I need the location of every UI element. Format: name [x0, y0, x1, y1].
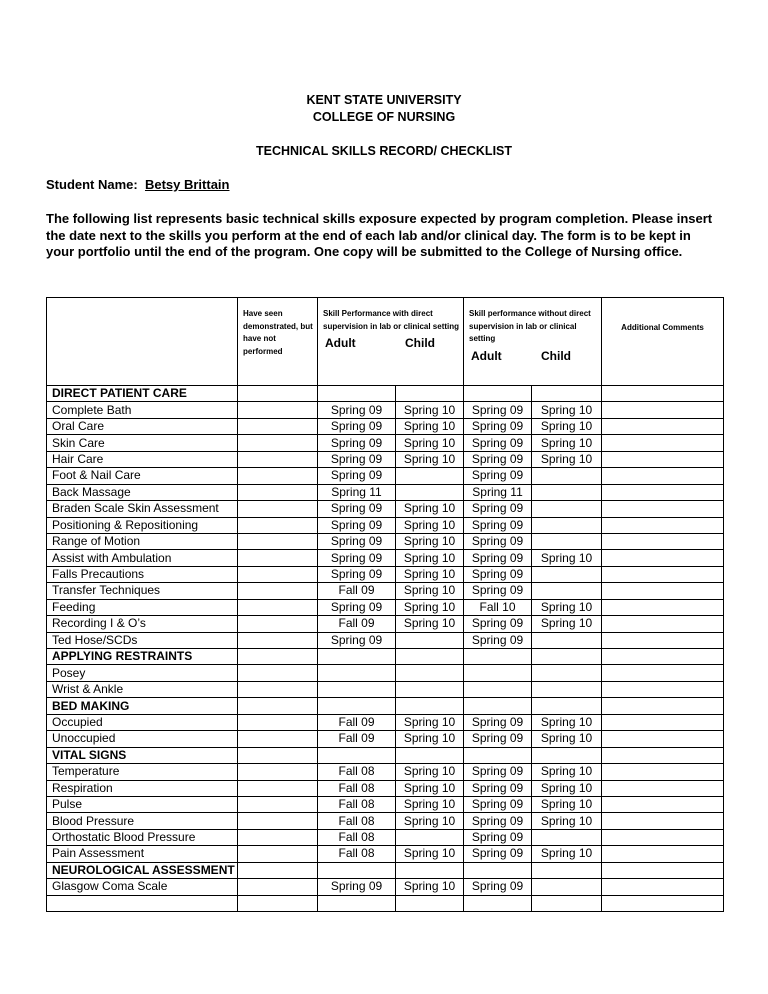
seen-cell [238, 747, 318, 763]
table-row [47, 681, 724, 697]
indirect-child-cell [532, 501, 602, 517]
seen-header: Have seen demonstrated, but have not performed [243, 309, 313, 356]
skill-cell: Pain Assessment [47, 846, 238, 862]
comments-cell [602, 550, 724, 566]
seen-cell [238, 813, 318, 829]
comments-cell [602, 418, 724, 434]
indirect-child-cell [532, 649, 602, 665]
skills-checklist-table [46, 297, 724, 912]
table-row [47, 731, 724, 747]
seen-cell [238, 583, 318, 599]
comments-cell [602, 435, 724, 451]
direct-adult-cell: Fall 08 [318, 813, 396, 829]
indirect-adult-cell: Spring 09 [464, 879, 532, 895]
seen-cell [238, 796, 318, 812]
direct-child-cell [396, 698, 464, 714]
skill-header-cell [47, 298, 238, 386]
comments-cell [602, 566, 724, 582]
comments-cell [602, 813, 724, 829]
direct-child-cell [396, 681, 464, 697]
direct-adult-cell: Spring 09 [318, 517, 396, 533]
indirect-adult-cell: Spring 09 [464, 731, 532, 747]
direct-adult-cell [318, 747, 396, 763]
seen-cell [238, 879, 318, 895]
indirect-child-cell [532, 566, 602, 582]
direct-child-cell: Spring 10 [396, 731, 464, 747]
seen-cell [238, 829, 318, 845]
comments-cell [602, 780, 724, 796]
seen-cell [238, 550, 318, 566]
direct-child-cell [396, 649, 464, 665]
indirect-adult-cell: Spring 09 [464, 583, 532, 599]
seen-cell [238, 698, 318, 714]
direct-adult-cell: Fall 08 [318, 796, 396, 812]
indirect-child-cell [532, 747, 602, 763]
comments-cell [602, 616, 724, 632]
comments-cell [602, 862, 724, 878]
indirect-child-cell: Spring 10 [532, 764, 602, 780]
indirect-child-cell [532, 533, 602, 549]
indirect-adult-cell: Spring 09 [464, 550, 532, 566]
direct-adult-cell: Fall 09 [318, 731, 396, 747]
direct-adult-cell [318, 649, 396, 665]
direct-child-cell [396, 665, 464, 681]
indirect-adult-cell [464, 862, 532, 878]
student-name-label: Student Name: [46, 177, 138, 192]
table-row [47, 517, 724, 533]
indirect-child-cell: Spring 10 [532, 599, 602, 615]
seen-cell [238, 451, 318, 467]
seen-cell [238, 386, 318, 402]
indirect-adult-cell: Spring 09 [464, 780, 532, 796]
section-row [47, 698, 724, 714]
skill-cell: Unoccupied [47, 731, 238, 747]
table-header-row [47, 298, 724, 386]
comments-cell [602, 731, 724, 747]
indirect-child-cell: Spring 10 [532, 435, 602, 451]
indirect-child-cell [532, 829, 602, 845]
student-name-line [46, 177, 230, 192]
comments-cell [602, 468, 724, 484]
direct-child-cell: Spring 10 [396, 846, 464, 862]
direct-adult-cell: Spring 11 [318, 484, 396, 500]
skill-cell: Temperature [47, 764, 238, 780]
table-row [47, 533, 724, 549]
direct-child-cell: Spring 10 [396, 780, 464, 796]
direct-adult-cell: Fall 08 [318, 780, 396, 796]
seen-cell [238, 632, 318, 648]
comments-header-cell [602, 298, 724, 386]
section-heading-cell: VITAL SIGNS [47, 747, 238, 763]
section-row [47, 747, 724, 763]
indirect-child-cell: Spring 10 [532, 846, 602, 862]
section-row [47, 862, 724, 878]
direct-adult-cell: Spring 09 [318, 451, 396, 467]
comments-cell [602, 632, 724, 648]
seen-cell [238, 533, 318, 549]
seen-cell [238, 517, 318, 533]
indirect-child-cell: Spring 10 [532, 780, 602, 796]
table-row [47, 435, 724, 451]
indirect-adult-cell [464, 747, 532, 763]
indirect-adult-cell: Spring 09 [464, 517, 532, 533]
direct-adult-cell: Spring 09 [318, 550, 396, 566]
indirect-adult-cell [464, 665, 532, 681]
indirect-child-cell: Spring 10 [532, 813, 602, 829]
direct-adult-cell: Fall 09 [318, 583, 396, 599]
comments-cell [602, 747, 724, 763]
skill-cell: Posey [47, 665, 238, 681]
skill-cell: Hair Care [47, 451, 238, 467]
indirect-adult-cell: Spring 09 [464, 533, 532, 549]
table-row [47, 418, 724, 434]
indirect-adult-cell: Spring 09 [464, 402, 532, 418]
table-row [47, 780, 724, 796]
direct-adult-cell: Spring 09 [318, 566, 396, 582]
direct-child-cell: Spring 10 [396, 517, 464, 533]
comments-cell [602, 829, 724, 845]
table-row [47, 583, 724, 599]
comments-header: Additional Comments [621, 323, 704, 332]
comments-cell [602, 649, 724, 665]
indirect-child-cell: Spring 10 [532, 616, 602, 632]
seen-cell [238, 714, 318, 730]
seen-cell [238, 780, 318, 796]
direct-adult-cell: Fall 09 [318, 616, 396, 632]
table-row [47, 813, 724, 829]
skill-cell: Feeding [47, 599, 238, 615]
direct-adult-cell: Spring 09 [318, 632, 396, 648]
indirect-adult-cell: Spring 09 [464, 714, 532, 730]
comments-cell [602, 681, 724, 697]
table-row [47, 829, 724, 845]
indirect-header-cell [464, 298, 602, 386]
table-row [47, 632, 724, 648]
seen-cell [238, 846, 318, 862]
indirect-adult-header: Adult [471, 348, 502, 363]
skill-cell: Occupied [47, 714, 238, 730]
indirect-child-cell [532, 517, 602, 533]
indirect-child-cell: Spring 10 [532, 451, 602, 467]
seen-cell [238, 665, 318, 681]
direct-child-cell: Spring 10 [396, 533, 464, 549]
indirect-child-cell [532, 698, 602, 714]
table-row [47, 599, 724, 615]
indirect-child-cell [532, 862, 602, 878]
seen-cell [238, 895, 318, 911]
skill-cell: Pulse [47, 796, 238, 812]
direct-adult-cell [318, 386, 396, 402]
direct-adult-cell: Spring 09 [318, 468, 396, 484]
table-row [47, 566, 724, 582]
skill-cell: Assist with Ambulation [47, 550, 238, 566]
indirect-child-cell [532, 484, 602, 500]
seen-cell [238, 418, 318, 434]
direct-adult-cell: Fall 08 [318, 829, 396, 845]
seen-cell [238, 468, 318, 484]
indirect-adult-cell: Spring 09 [464, 435, 532, 451]
table-row [47, 451, 724, 467]
direct-adult-header: Adult [325, 336, 356, 350]
instructions-paragraph: The following list represents basic technical skills exposure expected by program completion. Please insert the date next to the skills you perform at the end of each lab and/or clinical day. The form is to be kept in your portfolio until the end of the program. One copy will be submitted to the College of Nursing office. [46, 211, 713, 259]
direct-child-cell: Spring 10 [396, 451, 464, 467]
skill-cell: Blood Pressure [47, 813, 238, 829]
skill-cell: Wrist & Ankle [47, 681, 238, 697]
seen-cell [238, 764, 318, 780]
comments-cell [602, 698, 724, 714]
skill-cell: Orthostatic Blood Pressure [47, 829, 238, 845]
direct-child-cell: Spring 10 [396, 583, 464, 599]
indirect-adult-cell: Spring 09 [464, 846, 532, 862]
indirect-adult-cell [464, 649, 532, 665]
skill-cell: Glasgow Coma Scale [47, 879, 238, 895]
skill-cell: Transfer Techniques [47, 583, 238, 599]
direct-child-cell [396, 895, 464, 911]
indirect-child-cell [532, 632, 602, 648]
direct-child-cell [396, 632, 464, 648]
direct-child-header: Child [405, 336, 435, 350]
direct-child-cell: Spring 10 [396, 566, 464, 582]
table-row [47, 764, 724, 780]
direct-child-cell: Spring 10 [396, 796, 464, 812]
indirect-child-cell [532, 665, 602, 681]
direct-child-cell: Spring 10 [396, 714, 464, 730]
seen-cell [238, 681, 318, 697]
seen-cell [238, 484, 318, 500]
direct-adult-cell: Fall 09 [318, 714, 396, 730]
student-name-value: Betsy Brittain [144, 177, 230, 192]
table-row [47, 796, 724, 812]
indirect-child-header: Child [541, 348, 572, 363]
comments-cell [602, 764, 724, 780]
college-name: COLLEGE OF NURSING [312, 110, 456, 124]
indirect-adult-cell: Spring 09 [464, 501, 532, 517]
seen-cell [238, 402, 318, 418]
skill-cell: Braden Scale Skin Assessment [47, 501, 238, 517]
seen-cell [238, 731, 318, 747]
indirect-child-cell [532, 583, 602, 599]
indirect-adult-cell [464, 698, 532, 714]
indirect-adult-cell: Spring 09 [464, 566, 532, 582]
indirect-adult-cell: Spring 09 [464, 418, 532, 434]
direct-child-cell [396, 747, 464, 763]
indirect-adult-cell: Spring 09 [464, 813, 532, 829]
direct-adult-cell [318, 665, 396, 681]
indirect-adult-cell [464, 386, 532, 402]
university-name: KENT STATE UNIVERSITY [306, 93, 462, 107]
indirect-adult-cell: Spring 09 [464, 468, 532, 484]
indirect-child-cell [532, 386, 602, 402]
direct-child-cell: Spring 10 [396, 418, 464, 434]
section-heading-cell: APPLYING RESTRAINTS [47, 649, 238, 665]
direct-child-cell: Spring 10 [396, 764, 464, 780]
indirect-adult-cell: Spring 09 [464, 764, 532, 780]
direct-child-cell: Spring 10 [396, 879, 464, 895]
indirect-adult-cell: Fall 10 [464, 599, 532, 615]
comments-cell [602, 665, 724, 681]
skill-cell: Complete Bath [47, 402, 238, 418]
skill-cell: Positioning & Repositioning [47, 517, 238, 533]
table-row [47, 468, 724, 484]
skill-cell [47, 895, 238, 911]
direct-adult-cell: Fall 08 [318, 764, 396, 780]
skill-cell: Skin Care [47, 435, 238, 451]
direct-child-cell: Spring 10 [396, 813, 464, 829]
indirect-child-cell: Spring 10 [532, 550, 602, 566]
indirect-adult-cell [464, 895, 532, 911]
indirect-adult-cell: Spring 11 [464, 484, 532, 500]
skill-cell: Back Massage [47, 484, 238, 500]
section-heading-cell: NEUROLOGICAL ASSESSMENT [47, 862, 238, 878]
comments-cell [602, 451, 724, 467]
direct-child-cell: Spring 10 [396, 616, 464, 632]
indirect-adult-cell: Spring 09 [464, 632, 532, 648]
direct-child-cell: Spring 10 [396, 435, 464, 451]
direct-adult-cell: Spring 09 [318, 435, 396, 451]
direct-adult-cell: Spring 09 [318, 402, 396, 418]
indirect-child-cell: Spring 10 [532, 731, 602, 747]
indirect-adult-cell: Spring 09 [464, 829, 532, 845]
seen-cell [238, 435, 318, 451]
direct-adult-cell: Spring 09 [318, 599, 396, 615]
skill-cell: Foot & Nail Care [47, 468, 238, 484]
comments-cell [602, 879, 724, 895]
comments-cell [602, 484, 724, 500]
direct-child-cell [396, 484, 464, 500]
seen-cell [238, 501, 318, 517]
indirect-header: Skill performance without direct supervision in lab or clinical setting [469, 309, 591, 343]
document-title: TECHNICAL SKILLS RECORD/ CHECKLIST [255, 144, 513, 158]
skill-cell: Respiration [47, 780, 238, 796]
skill-cell: Oral Care [47, 418, 238, 434]
direct-adult-cell [318, 681, 396, 697]
table-row [47, 484, 724, 500]
indirect-child-cell: Spring 10 [532, 418, 602, 434]
direct-adult-cell [318, 895, 396, 911]
direct-adult-cell [318, 862, 396, 878]
seen-cell [238, 616, 318, 632]
comments-cell [602, 895, 724, 911]
direct-child-cell [396, 468, 464, 484]
table-row [47, 665, 724, 681]
indirect-adult-cell: Spring 09 [464, 451, 532, 467]
direct-child-cell: Spring 10 [396, 402, 464, 418]
comments-cell [602, 583, 724, 599]
section-row [47, 386, 724, 402]
direct-child-cell [396, 862, 464, 878]
direct-adult-cell: Spring 09 [318, 533, 396, 549]
table-row [47, 550, 724, 566]
direct-adult-cell: Fall 08 [318, 846, 396, 862]
comments-cell [602, 714, 724, 730]
comments-cell [602, 533, 724, 549]
comments-cell [602, 517, 724, 533]
skill-cell: Falls Precautions [47, 566, 238, 582]
seen-cell [238, 862, 318, 878]
seen-cell [238, 649, 318, 665]
direct-adult-cell: Spring 09 [318, 501, 396, 517]
comments-cell [602, 846, 724, 862]
direct-child-cell: Spring 10 [396, 550, 464, 566]
indirect-adult-cell: Spring 09 [464, 616, 532, 632]
table-row [47, 402, 724, 418]
comments-cell [602, 599, 724, 615]
indirect-child-cell: Spring 10 [532, 714, 602, 730]
indirect-child-cell [532, 895, 602, 911]
skill-cell: Ted Hose/SCDs [47, 632, 238, 648]
section-heading-cell: BED MAKING [47, 698, 238, 714]
direct-child-cell: Spring 10 [396, 501, 464, 517]
direct-adult-cell [318, 698, 396, 714]
comments-cell [602, 386, 724, 402]
indirect-child-cell: Spring 10 [532, 402, 602, 418]
section-heading-cell: DIRECT PATIENT CARE [47, 386, 238, 402]
direct-adult-cell: Spring 09 [318, 418, 396, 434]
section-row [47, 649, 724, 665]
indirect-adult-cell: Spring 09 [464, 796, 532, 812]
table-row [47, 714, 724, 730]
direct-adult-cell: Spring 09 [318, 879, 396, 895]
skill-cell: Range of Motion [47, 533, 238, 549]
comments-cell [602, 796, 724, 812]
indirect-child-cell [532, 681, 602, 697]
seen-cell [238, 566, 318, 582]
indirect-adult-cell [464, 681, 532, 697]
seen-cell [238, 599, 318, 615]
direct-child-cell [396, 829, 464, 845]
comments-cell [602, 501, 724, 517]
direct-header: Skill Performance with direct supervision in lab or clinical setting [323, 309, 460, 331]
table-row [47, 616, 724, 632]
direct-header-cell [318, 298, 464, 386]
table-row [47, 879, 724, 895]
indirect-child-cell [532, 468, 602, 484]
direct-child-cell [396, 386, 464, 402]
table-row [47, 846, 724, 862]
direct-child-cell: Spring 10 [396, 599, 464, 615]
indirect-child-cell: Spring 10 [532, 796, 602, 812]
table-row [47, 501, 724, 517]
indirect-child-cell [532, 879, 602, 895]
comments-cell [602, 402, 724, 418]
skill-cell: Recording I & O’s [47, 616, 238, 632]
seen-header-cell [238, 298, 318, 386]
table-row [47, 895, 724, 911]
